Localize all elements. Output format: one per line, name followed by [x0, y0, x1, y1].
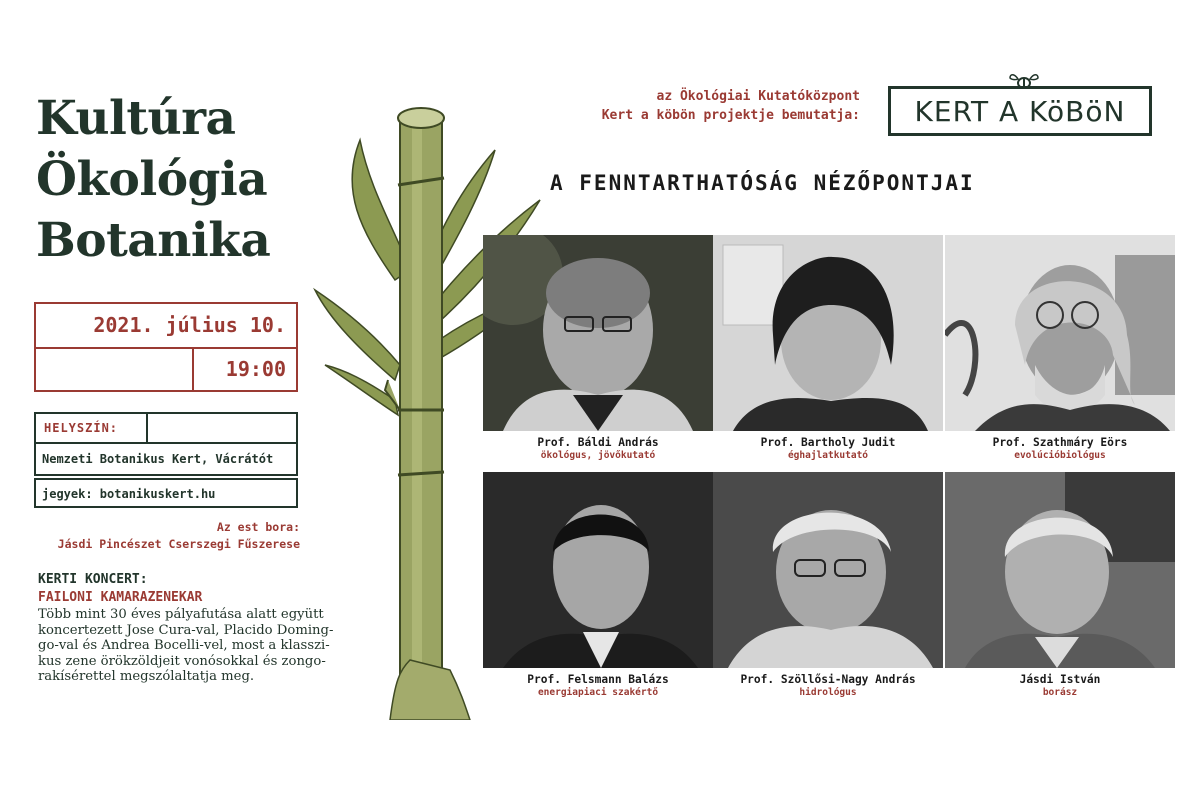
speaker-card — [483, 472, 713, 698]
event-time: 19:00 — [225, 357, 286, 381]
presenter-line-1: az Ökológiai Kutatóközpont — [656, 89, 860, 104]
venue-place: Nemzeti Botanikus Kert, Vácrátót — [42, 452, 274, 466]
title-line-2: Ökológia — [36, 152, 268, 207]
title-line-1: Kultúra — [36, 91, 236, 146]
speaker-role: energiapiaci szakértő — [537, 687, 659, 698]
concert-description — [38, 607, 334, 685]
speaker-card — [483, 235, 713, 461]
divider — [192, 347, 194, 390]
event-date: 2021. július 10. — [93, 313, 286, 337]
speaker-name: Prof. Bartholy Judit — [760, 436, 896, 449]
speaker-name: Jásdi István — [1019, 673, 1101, 686]
speaker-name: Prof. Szathmáry Eörs — [992, 436, 1128, 449]
speaker-photo — [945, 472, 1175, 668]
speaker-name: Prof. Báldi András — [537, 436, 659, 449]
speaker-role: hidrológus — [799, 687, 857, 698]
venue-table — [34, 412, 298, 508]
speaker-role: borász — [1042, 687, 1078, 698]
presenter-text — [602, 87, 860, 125]
speaker-role: éghajlatkutató — [787, 450, 869, 461]
venue-label: HELYSZÍN: — [44, 421, 119, 435]
speaker-photo — [713, 472, 943, 668]
concert-line: rakísérettel megszólaltatja meg. — [38, 669, 255, 685]
date-time-box — [34, 302, 298, 392]
concert-heading: KERTI KONCERT: — [38, 572, 148, 587]
presenter-line-2: Kert a köbön projektje bemutatja: — [601, 108, 860, 123]
venue-empty-cell — [146, 412, 298, 444]
speaker-photo — [483, 235, 713, 431]
wine-name: Jásdi Pincészet Cserszegi Fűszerese — [57, 537, 300, 551]
concert-line: kus zene örökzöldjeit vonósokkal és zongo- — [38, 653, 326, 669]
speaker-role: ökológus, jövőkutató — [540, 450, 656, 461]
concert-line: go-val és Andrea Bocelli-vel, most a klasszi- — [38, 638, 330, 654]
speaker-photo — [713, 235, 943, 431]
speaker-photo — [945, 235, 1175, 431]
speaker-card — [945, 472, 1175, 698]
speaker-name: Prof. Szöllősi-Nagy András — [740, 673, 916, 686]
speaker-photo — [483, 472, 713, 668]
section-title: A FENNTARTHATÓSÁG NÉZŐPONTJAI — [550, 171, 975, 195]
wine-label: Az est bora: — [216, 520, 300, 534]
speaker-role: evolúcióbiológus — [1014, 450, 1106, 461]
kert-a-kobon-logo: KERT A KöBöN — [888, 86, 1152, 136]
ticket-link[interactable]: jegyek: botanikuskert.hu — [42, 487, 216, 501]
concert-ensemble: FAILONI KAMARAZENEKAR — [38, 590, 203, 605]
title-line-3: Botanika — [36, 213, 271, 268]
speaker-card — [713, 472, 943, 698]
event-title — [36, 88, 306, 271]
speaker-name: Prof. Felsmann Balázs — [527, 673, 669, 686]
speaker-card — [945, 235, 1175, 461]
concert-line: koncertezett Jose Cura-val, Placido Doming- — [38, 622, 334, 638]
concert-line: Több mint 30 éves pályafutása alatt együtt — [38, 607, 324, 622]
speaker-card — [713, 235, 943, 461]
divider — [36, 347, 296, 349]
